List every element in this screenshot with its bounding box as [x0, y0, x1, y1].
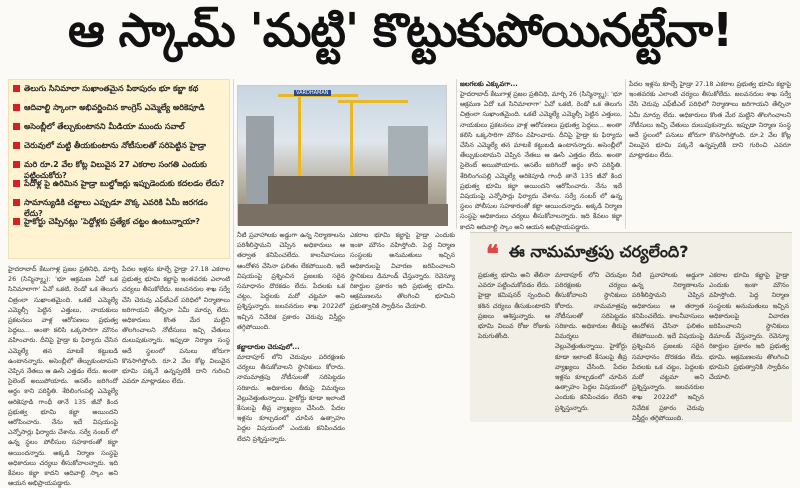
bullet-text: సామాన్యుడికి చట్టాలు ఎప్పుడూ వొక్క ఎవరికి ఏమీ జరగడం లేదు? [24, 198, 208, 218]
callout-column-3: నీటి ప్రవాహాలకు అడ్డుగా ఉన్న నిర్మాణాలను పరిశీలిస్తామని చెప్పిన అధికారులు ఆ తర్వాత కనిపించలేదు. కాలనీవాసులు ఆందోళన చేసినా ఫలితం లేకపోయింది. ఇదే విషయంపై ప్రశ్నించిన ప్రజలకు సరైన సమాధానం దొరకడం లేదు. పేదలకు ఒక చట్టం, పెద్దలకు మరో చట్టమా అని ప్రశ్నిస్తున్నారు. జలవనరుల శాఖ 2022లో ఇచ్చిన నివేదిక ప్రకారం చెరువు విస్తీర్ణం తగ్గిపోయింది. [632, 271, 704, 422]
callout-column-2: మాదాపూర్ లోని చెరువుల పరిరక్షణకు చర్యలు తీసుకోవాలని స్థానికులు కోరారు. నామమాత్రపు నోటీసులతో సరిపెట్టడం సరికాదు. అధికారుల తీరుపై విమర్శలు వెల్లువెత్తుతున్నాయి. హైకోర్టు కూడా ఇలాంటి కేసులపై తీవ్ర వ్యాఖ్యలు చేసింది. పేదల ఇళ్లను కూల్చడంలో చూపిన ఉత్సాహం పెద్దల విషయంలో ఎందుకు కనిపించడం లేదని ప్రశ్నిస్తున్నారు. [555, 271, 627, 412]
article-column-1: హైదరాబాద్ కేటుగాళ్ల ప్రజల ప్రతినిధి, మార్చి 26 (సిన్మిన్య్మా): 'భూ ఆక్రమణ ఏదో ఒక సినిమాలాగా' ఏవో ఒకటి, రెండో ఒక తెలుగు చిత్రంలా సుఖాంతమైంది. ఒకటే ఎమ్మెల్యే ఎమ్మెల్సీ పెట్టిన ఎత్తులు, నాయకులు ప్రకటనలు వాళ్ల ఆరోపణలు ప్రభుత్వ పెద్దలు... అంతా కలిసి ఒక్కసారిగా మౌనం వహించారు. దీనిపై హైడ్రా కు ఫిర్యాదు చేసిన ఎమ్మెల్యే తన మాటకే కట్టుబడి ఉంటానన్నారు. అసెంబ్లీలో తేల్చుకుంటామని చెప్పిన నేతలు ఆ ఊసే ఎత్తడం లేదు. అంతా సైలెంట్ అయిపోయారు. అసలేం జరిగిందో అర్థం కాని పరిస్థితి. శేరిలింగంపల్లి ఎమ్మెల్యే అరికెపూడి గాంధీ తానే 135 జీవో కింద ప్రభుత్వ భూమి కబ్జా అయిందని ఆరోపించారు. నేను ఇదే విషయంపై ఎన్నోసార్లు ఫిర్యాదు చేశాను. సర్వే నంబర్ లో ఉన్న స్థలం పోలీసుల సహకారంతో కబ్జా అయిందన్నారు. అక్కడి నిర్మాణ సంస్థపై అధికారులు చర్యలు తీసుకోవాలన్నారు. ఇది కేవలం కబ్జా కాదని ఆదివాల్టి స్కాం అని ఆయన అభిప్రాయపడ్డారు. [8, 265, 118, 488]
bullet-text: ఆదివాల్టి స్కాంగా అభివర్ణించిన కాంగ్రెస్ ఎమ్మెల్యే అరికెపూడి [24, 103, 205, 112]
article-column-2: పేదల ఇళ్లను కూల్చే హైడ్రా 27.18 ఎకరాల ప్రభుత్వ భూమి కబ్జాపై ఇంతవరకు ఎలాంటి చర్యలు తీసుకోలేదు. జలవనరుల శాఖ సర్వే చేసి చెరువు ఎఫ్‌టీఎల్ పరిధిలో నిర్మాణాలు జరిగాయని తేల్చినా ఏమీ మార్పు లేదు. అధికారులు కొంత మేర మట్టిని తొలగించాలని నోటీసులు ఇచ్చి చేతులు దులుపుకున్నారు. ఇప్పుడా నిర్మాణ సంస్థ అదే స్థలంలో పనులు జోరుగా కొనసాగిస్తోంది. రూ.2 వేల కోట్ల విలువైన భూమి పక్కనే ఉన్నప్పటికీ దాని గురించి ఎవరూ మాట్లాడటం లేదు. [122, 265, 230, 386]
quote-icon: ❝ [486, 238, 499, 268]
bullet-item [13, 121, 225, 140]
construction-photo [237, 85, 447, 225]
summary-box [8, 79, 230, 259]
bullet-item [13, 159, 225, 178]
bullet-text: పేదోళ్ల పై ఉరిమిన హైడ్రా బుల్డోజర్లు ఇప్పుడెందుకు కదలడం లేదు? [24, 179, 225, 188]
bullet-marker-icon [13, 104, 20, 111]
callout-heading [478, 240, 783, 266]
bullet-text: అసెంబ్లీలో తేల్చుకుంటానని మీడియా ముందు సవాల్ [24, 122, 185, 131]
callout-column-4: ఎకరాల భూమి కబ్జాపై హైడ్రా ఎందుకు ఇంకా మౌనం వహిస్తోంది. పెద్ద నిర్మాణ సంస్థలకు అనుమతులు ఇచ్చిన అధికారులపై విచారణ జరిపించాలని స్థానికులు డిమాండ్ చేస్తున్నారు. రెవెన్యూ రికార్డుల ప్రకారం ఇది ప్రభుత్వ భూమి. ఆక్రమణలను తొలగించి భూమిని ప్రభుత్వానికి స్వాధీనం చేయాలి. [709, 271, 789, 382]
article-column-3: నీటి ప్రవాహాలకు అడ్డుగా ఉన్న నిర్మాణాలను పరిశీలిస్తామని చెప్పిన అధికారులు ఆ తర్వాత కనిపించలేదు. కాలనీవాసులు ఆందోళన చేసినా ఫలితం లేకపోయింది. ఇదే విషయంపై ప్రశ్నించిన ప్రజలకు సరైన సమాధానం దొరకడం లేదు. పేదలకు ఒక చట్టం, పెద్దలకు మరో చట్టమా అని ప్రశ్నిస్తున్నారు. జలవనరుల శాఖ 2022లో ఇచ్చిన నివేదిక ప్రకారం చెరువు విస్తీర్ణం తగ్గిపోయింది. [237, 231, 345, 331]
bullet-marker-icon [13, 218, 20, 225]
photo-watermark: VARDHAMAN [296, 90, 329, 96]
bullet-marker-icon [13, 142, 20, 149]
bullet-text: చెరువులో మట్టి తీయకుంటాను నోటీసులతో సరిపెట్టిన హైడ్రా [24, 141, 207, 150]
bullet-marker-icon [13, 180, 20, 187]
bullet-item [13, 216, 225, 235]
bullet-marker-icon [13, 199, 20, 206]
bullet-text: మరి రూ.2 వేల కోట్ల విలువైన 27 ఎకరాల సంగతి ఎందుకు పట్టించుకోరు? [24, 160, 207, 180]
subhead: జలగలకు ఎక్కువగా... [460, 80, 518, 88]
article-column-4: ఎకరాల భూమి కబ్జాపై హైడ్రా ఎందుకు ఇంకా మౌనం వహిస్తోంది. పెద్ద నిర్మాణ సంస్థలకు అనుమతులు ఇచ్చిన అధికారులపై విచారణ జరిపించాలని స్థానికులు డిమాండ్ చేస్తున్నారు. రెవెన్యూ రికార్డుల ప్రకారం ఇది ప్రభుత్వ భూమి. ఆక్రమణలను తొలగించి భూమిని ప్రభుత్వానికి స్వాధీనం చేయాలి. [350, 231, 455, 311]
bullet-text: తెలుగు సినిమాలా సుఖాంతమైన పిఠాపురం భూ కబ్జా కథ [24, 84, 199, 93]
headline: ఆ స్కామ్ 'మట్టి' కొట్టుకుపోయినట్టేనా! [67, 3, 733, 57]
bullet-item [13, 83, 225, 102]
callout-column-1: ప్రభుత్వ భూమి అని తేలినా ఎవరూ పట్టించుకోవడం లేదు. హైడ్రా కమిషనర్ స్పందించి కఠిన చర్యలు తీసుకుంటారని ప్రజలు ఆశిస్తున్నారు. ఆ భూమి విలువ రోజు రోజుకు పెరుగుతోంది. [478, 271, 550, 341]
bullet-marker-icon [13, 85, 20, 92]
article-column-6: పేదల ఇళ్లను కూల్చే హైడ్రా 27.18 ఎకరాల ప్రభుత్వ భూమి కబ్జాపై ఇంతవరకు ఎలాంటి చర్యలు తీసుకోలేదు. జలవనరుల శాఖ సర్వే చేసి చెరువు ఎఫ్‌టీఎల్ పరిధిలో నిర్మాణాలు జరిగాయని తేల్చినా ఏమీ మార్పు లేదు. అధికారులు కొంత మేర మట్టిని తొలగించాలని నోటీసులు ఇచ్చి చేతులు దులుపుకున్నారు. ఇప్పుడా నిర్మాణ సంస్థ అదే స్థలంలో పనులు జోరుగా కొనసాగిస్తోంది. రూ.2 వేల కోట్ల విలువైన భూమి పక్కనే ఉన్నప్పటికీ దాని గురించి ఎవరూ మాట్లాడటం లేదు. [629, 80, 791, 160]
bullet-text: హైకోర్టు చెప్పినట్లు 'పెద్దోళ్లకు ప్రత్యేక చట్టం ఉంటున్నాయా? [24, 217, 200, 226]
article-column-5: హైదరాబాద్ కేటుగాళ్ల ప్రజల ప్రతినిధి, మార్చి 26 (సిన్మిన్య్మా): 'భూ ఆక్రమణ ఏదో ఒక సినిమాలాగా' ఏవో ఒకటి, రెండో ఒక తెలుగు చిత్రంలా సుఖాంతమైంది. ఒకటే ఎమ్మెల్యే ఎమ్మెల్సీ పెట్టిన ఎత్తులు, నాయకులు ప్రకటనలు వాళ్ల ఆరోపణలు ప్రభుత్వ పెద్దలు... అంతా కలిసి ఒక్కసారిగా మౌనం వహించారు. దీనిపై హైడ్రా కు ఫిర్యాదు చేసిన ఎమ్మెల్యే తన మాటకే కట్టుబడి ఉంటానన్నారు. అసెంబ్లీలో తేల్చుకుంటామని చెప్పిన నేతలు ఆ ఊసే ఎత్తడం లేదు. అంతా సైలెంట్ అయిపోయారు. అసలేం జరిగిందో అర్థం కాని పరిస్థితి. శేరిలింగంపల్లి ఎమ్మెల్యే అరికెపూడి గాంధీ తానే 135 జీవో కింద ప్రభుత్వ భూమి కబ్జా అయిందని ఆరోపించారు. నేను ఇదే విషయంపై ఎన్నోసార్లు ఫిర్యాదు చేశాను. సర్వే నంబర్ లో ఉన్న స్థలం పోలీసుల సహకారంతో కబ్జా అయిందన్నారు. అక్కడి నిర్మాణ సంస్థపై అధికారులు చర్యలు తీసుకోవాలన్నారు. ఇది కేవలం కబ్జా కాదని ఆదివాల్టి స్కాం అని ఆయన అభిప్రాయపడ్డారు. [460, 90, 622, 231]
bullet-item [13, 178, 225, 197]
bullet-marker-icon [13, 123, 20, 130]
bullet-item [13, 197, 225, 216]
bullet-item [13, 102, 225, 121]
bullet-marker-icon [13, 161, 20, 168]
bullet-item [13, 140, 225, 159]
subhead: కబ్జాదారుల చెరుపులో... [237, 343, 300, 351]
article-column-3b: మాదాపూర్ లోని చెరువుల పరిరక్షణకు చర్యలు తీసుకోవాలని స్థానికులు కోరారు. నామమాత్రపు నోటీసులతో సరిపెట్టడం సరికాదు. అధికారుల తీరుపై విమర్శలు వెల్లువెత్తుతున్నాయి. హైకోర్టు కూడా ఇలాంటి కేసులపై తీవ్ర వ్యాఖ్యలు చేసింది. పేదల ఇళ్లను కూల్చడంలో చూపిన ఉత్సాహం పెద్దల విషయంలో ఎందుకు కనిపించడం లేదని ప్రశ్నిస్తున్నారు. [237, 353, 345, 443]
callout-title: ఈ నామమాత్రపు చర్యలేంది? [508, 241, 689, 261]
